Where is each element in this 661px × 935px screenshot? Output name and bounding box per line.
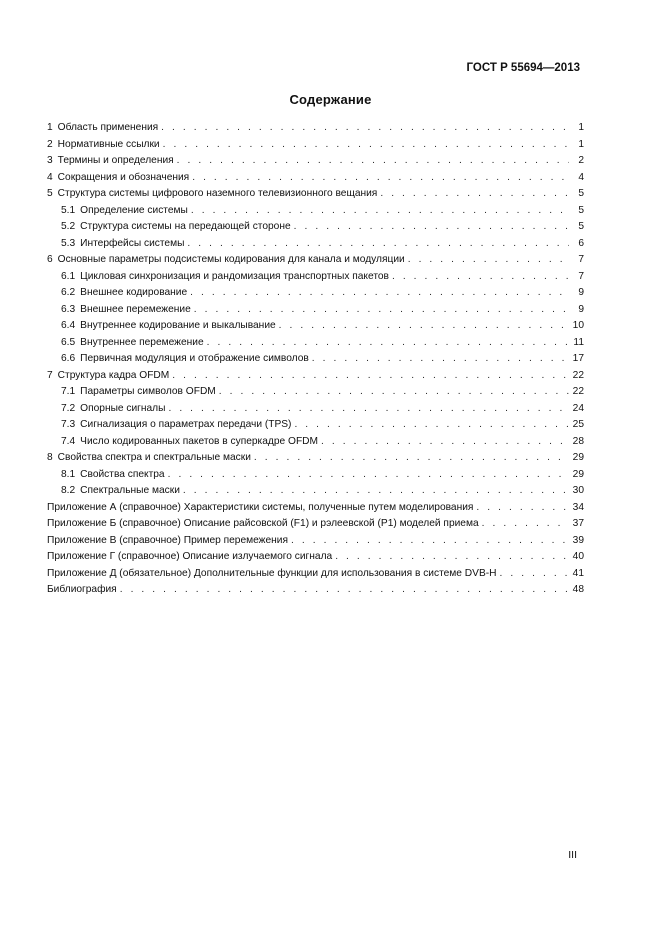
toc-entry-page: 39 [572, 534, 584, 546]
toc-entry-number: 6 [47, 254, 53, 265]
toc-entry-title: Число кодированных пакетов в суперкадре OFDM [80, 435, 319, 447]
toc-entry-page: 7 [578, 254, 584, 265]
toc-entry[interactable] [47, 450, 584, 467]
toc-entry-page: 1 [578, 138, 584, 150]
toc-entry[interactable] [47, 186, 584, 203]
toc-leader-dots [312, 351, 569, 368]
toc-entry-title: Структура системы на передающей стороне [80, 221, 291, 232]
toc-entry-title: Интерфейсы системы [80, 237, 185, 249]
toc-leader-dots [476, 500, 569, 517]
toc-entry[interactable] [47, 153, 584, 170]
toc-entry-number: 1 [47, 122, 53, 133]
toc-entry-page: 2 [578, 155, 584, 166]
toc-entry-title: Внутреннее перемежение [80, 336, 204, 348]
toc-leader-dots [172, 368, 569, 385]
toc-leader-dots [482, 516, 569, 533]
toc-entry-number: 4 [47, 171, 53, 183]
toc-entry-page: 41 [572, 567, 584, 579]
toc-entry-number: 8 [47, 452, 53, 463]
toc-entry-page: 5 [578, 204, 584, 216]
toc-title: Содержание [289, 92, 372, 107]
toc-entry-page: 48 [572, 584, 584, 595]
toc-entry-page: 11 [573, 336, 584, 348]
toc-entry-page: 25 [572, 419, 584, 430]
toc-bibliography[interactable] [47, 582, 584, 599]
toc-entry-number: 7.2 [61, 402, 76, 414]
toc-entry-number: 5.3 [61, 237, 76, 249]
toc-leader-dots [279, 318, 569, 335]
toc-entry-page: 10 [572, 320, 584, 331]
toc-leader-dots [187, 236, 569, 253]
toc-appendix[interactable] [47, 533, 584, 550]
toc-entry-page: 22 [572, 386, 584, 397]
toc-entry-page: 5 [578, 188, 584, 199]
toc-leader-dots [380, 186, 569, 203]
toc-entry-title: Внешнее перемежение [80, 303, 191, 315]
toc-subentry[interactable] [47, 302, 584, 319]
toc-leader-dots [194, 302, 569, 319]
toc-leader-dots [120, 582, 569, 599]
toc-appendix[interactable] [47, 566, 584, 583]
toc-leader-dots [168, 401, 569, 418]
page-number: III [568, 849, 577, 861]
toc-entry-title: Сигнализация о параметрах передачи (TPS) [80, 419, 292, 430]
toc-leader-dots [163, 137, 569, 154]
toc-entry-page: 24 [572, 402, 584, 414]
toc-entry-title: Приложение Г (справочное) Описание излучаемого сигнала [47, 551, 333, 562]
toc-subentry[interactable] [47, 318, 584, 335]
toc-leader-dots [392, 269, 569, 286]
toc-leader-dots [294, 219, 569, 236]
toc-entry-page: 29 [572, 452, 584, 463]
toc-leader-dots [183, 483, 569, 500]
toc-subentry[interactable] [47, 219, 584, 236]
toc-appendix[interactable] [47, 549, 584, 566]
toc-leader-dots [168, 467, 569, 484]
toc-subentry[interactable] [47, 269, 584, 286]
toc-subentry[interactable] [47, 335, 584, 352]
toc-entry-title: Внутреннее кодирование и выкалывание [80, 320, 276, 331]
toc-entry-page: 4 [578, 171, 584, 183]
toc-entry-number: 7.1 [61, 386, 76, 397]
toc-subentry[interactable] [47, 483, 584, 500]
toc-entry-page: 40 [572, 551, 584, 562]
toc-leader-dots [219, 384, 569, 401]
toc-subentry[interactable] [47, 417, 584, 434]
toc-entry-title: Первичная модуляция и отображение символов [80, 353, 309, 364]
toc-entry-page: 9 [578, 287, 584, 298]
toc-entry-number: 6.3 [61, 303, 76, 315]
toc-entry-page: 37 [572, 518, 584, 529]
toc-leader-dots [294, 417, 569, 434]
toc-entry-title: Определение системы [80, 204, 188, 216]
toc-entry[interactable] [47, 120, 584, 137]
toc-entry-page: 30 [572, 485, 584, 496]
toc-entry-title: Структура кадра OFDM [57, 369, 170, 381]
toc-subentry[interactable] [47, 236, 584, 253]
toc-entry-title: Внешнее кодирование [80, 287, 188, 298]
toc-leader-dots [254, 450, 569, 467]
toc-entry-title: Термины и определения [57, 155, 174, 166]
toc-entry-page: 7 [578, 270, 584, 282]
toc-subentry[interactable] [47, 434, 584, 451]
toc-leader-dots [321, 434, 569, 451]
toc-entry-title: Свойства спектра [80, 468, 165, 480]
toc-subentry[interactable] [47, 467, 584, 484]
toc-subentry[interactable] [47, 285, 584, 302]
toc-leader-dots [190, 285, 569, 302]
toc-leader-dots [500, 566, 569, 583]
toc-entry-number: 5 [47, 188, 53, 199]
toc-entry-title: Библиография [47, 584, 117, 595]
toc-entry-page: 6 [578, 237, 584, 249]
toc-entry-page: 22 [572, 369, 584, 381]
toc-leader-dots [192, 170, 569, 187]
toc-appendix[interactable] [47, 500, 584, 517]
toc-entry[interactable] [47, 368, 584, 385]
toc-entry-title: Приложение Д (обязательное) Дополнительные функции для использования в системе DVB-H [47, 567, 497, 579]
toc-entry-number: 2 [47, 138, 53, 150]
toc-entry[interactable] [47, 137, 584, 154]
toc-entry-number: 6.6 [61, 353, 76, 364]
table-of-contents [47, 120, 584, 599]
toc-entry-page: 5 [578, 221, 584, 232]
toc-entry-number: 7.4 [61, 435, 76, 447]
toc-leader-dots [177, 153, 569, 170]
toc-entry-number: 3 [47, 155, 53, 166]
toc-entry-title: Цикловая синхронизация и рандомизация транспортных пакетов [80, 270, 389, 282]
toc-entry-number: 6.2 [61, 287, 76, 298]
toc-entry-title: Приложение А (справочное) Характеристики системы, полученные путем моделирования [47, 501, 474, 513]
toc-entry-title: Нормативные ссылки [57, 138, 160, 150]
toc-entry-page: 17 [572, 353, 584, 364]
toc-entry-title: Основные параметры подсистемы кодирования для канала и модуляции [57, 254, 405, 265]
toc-entry-title: Спектральные маски [80, 485, 180, 496]
toc-entry-title: Структура системы цифрового наземного телевизионного вещания [57, 188, 378, 199]
toc-entry-number: 6.4 [61, 320, 76, 331]
standard-code: ГОСТ Р 55694—2013 [466, 62, 580, 74]
toc-subentry[interactable] [47, 384, 584, 401]
toc-entry-number: 6.5 [61, 336, 76, 348]
toc-entry-title: Свойства спектра и спектральные маски [57, 452, 251, 463]
toc-leader-dots [207, 335, 569, 352]
toc-entry-number: 5.1 [61, 204, 76, 216]
toc-entry-page: 1 [578, 122, 584, 133]
toc-entry[interactable] [47, 252, 584, 269]
toc-entry-title: Сокращения и обозначения [57, 171, 190, 183]
toc-entry-number: 7.3 [61, 419, 76, 430]
toc-entry-page: 34 [572, 501, 584, 513]
toc-subentry[interactable] [47, 401, 584, 418]
toc-entry-number: 8.1 [61, 468, 76, 480]
toc-leader-dots [291, 533, 569, 550]
toc-entry-page: 29 [572, 468, 584, 480]
toc-entry-title: Приложение В (справочное) Пример перемежения [47, 534, 288, 546]
toc-leader-dots [191, 203, 569, 220]
toc-subentry[interactable] [47, 351, 584, 368]
toc-leader-dots [408, 252, 569, 269]
toc-entry[interactable] [47, 170, 584, 187]
toc-entry-page: 9 [578, 303, 584, 315]
toc-subentry[interactable] [47, 203, 584, 220]
toc-leader-dots [335, 549, 569, 566]
toc-entry-page: 28 [572, 435, 584, 447]
toc-entry-number: 5.2 [61, 221, 76, 232]
toc-entry-title: Приложение Б (справочное) Описание райсовской (F1) и рэлеевской (P1) моделей приема [47, 518, 479, 529]
toc-entry-number: 6.1 [61, 270, 76, 282]
toc-entry-title: Параметры символов OFDM [80, 386, 216, 397]
toc-entry-number: 8.2 [61, 485, 76, 496]
toc-appendix[interactable] [47, 516, 584, 533]
toc-leader-dots [161, 120, 569, 137]
toc-entry-title: Опорные сигналы [80, 402, 166, 414]
toc-entry-title: Область применения [57, 122, 159, 133]
toc-entry-number: 7 [47, 369, 53, 381]
